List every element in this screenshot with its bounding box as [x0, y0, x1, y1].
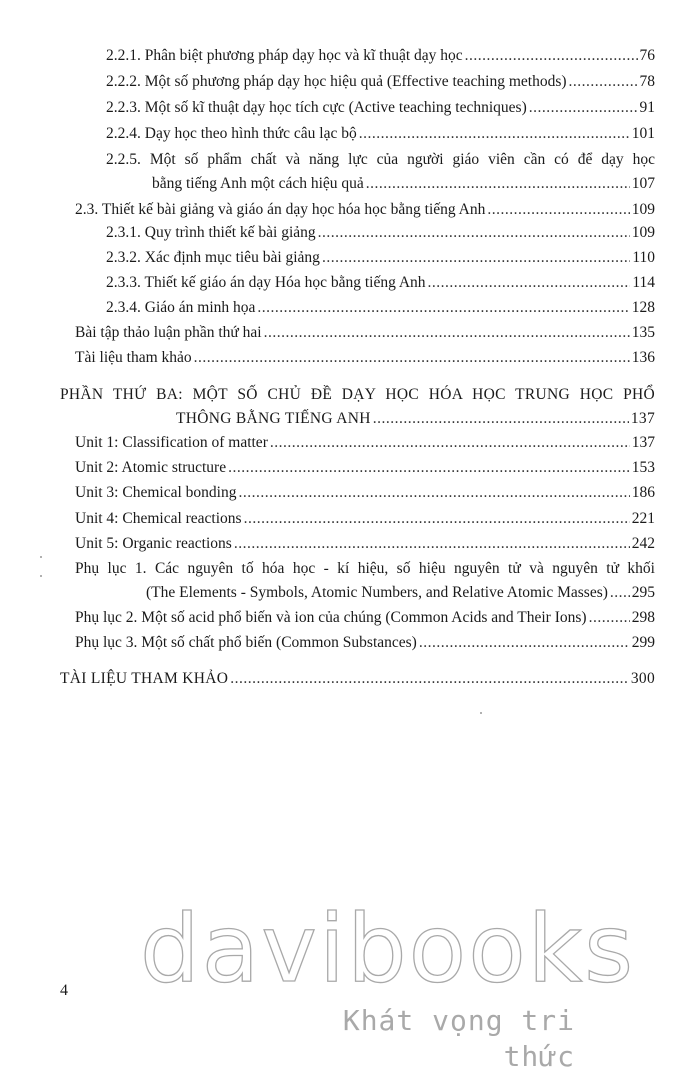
watermark-slogan: Khát vọng tri thức	[342, 1004, 575, 1073]
toc-entry-title-line1: Phụ lục 1. Các nguyên tố hóa học - kí hiệu, số hiệu nguyên tử và nguyên tử khối	[75, 560, 655, 577]
dot-leader	[257, 296, 629, 320]
dot-leader	[194, 346, 630, 370]
toc-entry	[75, 532, 655, 556]
toc-entry-page: 300	[630, 670, 655, 687]
dot-leader	[318, 221, 630, 245]
dot-leader	[234, 532, 630, 556]
toc-entry-page: 78	[639, 73, 655, 90]
toc-entry	[75, 606, 655, 630]
toc-entry-page: 136	[631, 349, 655, 366]
toc-entry	[75, 431, 655, 455]
toc-entry-page: 91	[639, 99, 655, 116]
toc-entry-page: 76	[639, 47, 655, 64]
toc-entry-title: THÔNG BẰNG TIẾNG ANH	[176, 410, 371, 427]
dot-leader	[465, 44, 638, 68]
toc-entry-page: 101	[631, 125, 655, 142]
toc-entry	[75, 507, 655, 531]
print-speck	[40, 575, 42, 577]
toc-entry-title: 2.2.4. Dạy học theo hình thức câu lạc bộ	[106, 125, 357, 142]
toc-part-heading	[60, 667, 655, 691]
toc-entry-title: 2.3.1. Quy trình thiết kế bài giảng	[106, 224, 316, 241]
toc-entry-page: 298	[631, 609, 655, 626]
toc-entry-page: 153	[631, 459, 655, 476]
dot-leader	[238, 481, 629, 505]
toc-entry-page: 114	[632, 274, 655, 291]
toc-entry-title: 2.2.1. Phân biệt phương pháp dạy học và kĩ thuật dạy học	[106, 47, 463, 64]
toc-entry	[75, 346, 655, 370]
toc-entry-title: 2.3.4. Giáo án minh họa	[106, 299, 256, 316]
dot-leader	[487, 198, 629, 222]
toc-entry-title: Phụ lục 2. Một số acid phổ biến và ion của chúng (Common Acids and Their Ions)	[75, 609, 587, 626]
page-number: 4	[60, 982, 68, 999]
dot-leader	[230, 667, 629, 691]
toc-entry-page: 110	[632, 249, 655, 266]
toc-entry	[75, 481, 655, 505]
toc-entry-title-line1: PHẦN THỨ BA: MỘT SỐ CHỦ ĐỀ DẠY HỌC HÓA HỌC TRUNG HỌC PHỔ	[60, 386, 655, 403]
toc-entry-title: 2.2.2. Một số phương pháp dạy học hiệu quả (Effective teaching methods)	[106, 73, 567, 90]
dot-leader	[419, 631, 630, 655]
toc-entry-title: 2.2.3. Một số kĩ thuật dạy học tích cực (Active teaching techniques)	[106, 99, 527, 116]
toc-entry-page: 242	[631, 535, 655, 552]
toc-entry-title: (The Elements - Symbols, Atomic Numbers, and Relative Atomic Masses)	[146, 584, 608, 601]
toc-entry	[106, 296, 655, 320]
toc-entry-title: Bài tập thảo luận phần thứ hai	[75, 324, 262, 341]
dot-leader	[610, 581, 630, 605]
toc-entry	[106, 96, 655, 120]
toc-entry-title: 2.3.2. Xác định mục tiêu bài giảng	[106, 249, 320, 266]
toc-part-heading	[60, 383, 655, 431]
toc-entry	[106, 271, 655, 295]
toc-entry-page: 137	[631, 434, 655, 451]
toc-entry-title: Tài liệu tham khảo	[75, 349, 192, 366]
toc-entry	[106, 246, 655, 270]
toc-entry-page: 186	[631, 484, 655, 501]
toc-entry-page: 137	[630, 410, 655, 427]
toc-entry-title: 2.3. Thiết kế bài giảng và giáo án dạy học hóa học bằng tiếng Anh	[75, 201, 486, 218]
toc-entry	[75, 321, 655, 345]
toc-entry	[106, 221, 655, 245]
print-speck	[480, 712, 482, 714]
dot-leader	[569, 70, 638, 94]
toc-entry-title: Phụ lục 3. Một số chất phổ biến (Common Substances)	[75, 634, 417, 651]
dot-leader	[359, 122, 630, 146]
dot-leader	[366, 172, 630, 196]
toc-entry-page: 109	[631, 224, 655, 241]
toc-entry-title: bằng tiếng Anh một cách hiệu quả	[152, 175, 364, 192]
toc-entry	[75, 631, 655, 655]
toc-entry-page: 128	[631, 299, 655, 316]
toc-entry	[106, 70, 655, 94]
dot-leader	[228, 456, 630, 480]
toc-entry-page: 299	[631, 634, 655, 651]
toc-entry-page: 135	[631, 324, 655, 341]
toc-entry	[106, 122, 655, 146]
toc-entry-page: 295	[631, 584, 655, 601]
toc-entry-title: Unit 4: Chemical reactions	[75, 510, 242, 527]
dot-leader	[373, 407, 629, 431]
toc-entry-page: 221	[631, 510, 655, 527]
toc-entry	[75, 557, 655, 605]
dot-leader	[244, 507, 630, 531]
dot-leader	[529, 96, 638, 120]
toc-entry	[75, 198, 655, 222]
toc-entry-title: TÀI LIỆU THAM KHẢO	[60, 670, 229, 687]
toc-entry	[75, 456, 655, 480]
dot-leader	[322, 246, 630, 270]
toc-entry	[106, 44, 655, 68]
print-speck	[40, 556, 42, 558]
toc-entry-title: Unit 3: Chemical bonding	[75, 484, 237, 501]
watermark-brand: davibooks	[140, 895, 636, 1004]
toc-entry-page: 107	[631, 175, 655, 192]
toc-entry-title: Unit 2: Atomic structure	[75, 459, 227, 476]
dot-leader	[270, 431, 630, 455]
toc-entry	[106, 148, 655, 196]
toc-entry-title: 2.3.3. Thiết kế giáo án dạy Hóa học bằng tiếng Anh	[106, 274, 426, 291]
toc-entry-title-line1: 2.2.5. Một số phẩm chất và năng lực của người giáo viên cần có để dạy học	[106, 151, 655, 168]
dot-leader	[428, 271, 631, 295]
toc-entry-page: 109	[631, 201, 655, 218]
toc-entry-title: Unit 1: Classification of matter	[75, 434, 268, 451]
dot-leader	[589, 606, 630, 630]
dot-leader	[264, 321, 630, 345]
toc-entry-title: Unit 5: Organic reactions	[75, 535, 232, 552]
